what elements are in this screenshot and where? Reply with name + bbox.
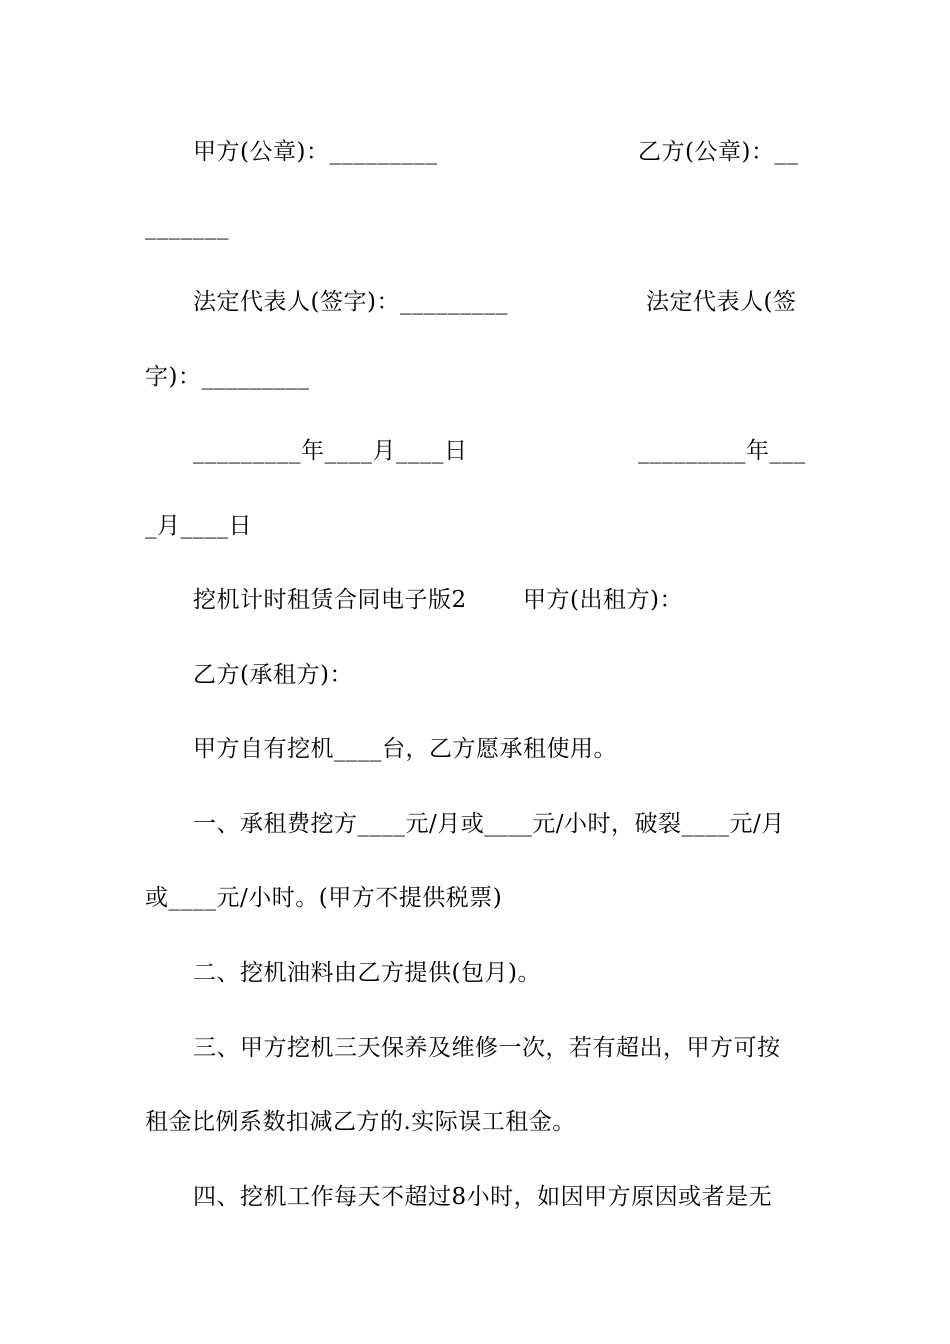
lessor-label: 甲方(出租方)： (523, 587, 683, 613)
party-a-seal: 甲方(公章)：_________ (193, 139, 438, 165)
party-a-seal-line (193, 137, 810, 167)
clause-3-continued: 租金比例系数扣减乙方的.实际误工租金。 (145, 1109, 576, 1135)
date-line (193, 436, 810, 466)
paragraph-intro: 甲方自有挖机____台，乙方愿承租使用。 (193, 736, 617, 762)
date-continued: _月____日 (145, 513, 252, 539)
party-b-seal-continued: _______ (145, 214, 229, 240)
contract-title: 挖机计时租赁合同电子版2 (193, 587, 467, 613)
legal-rep-continued: 字)：_________ (145, 364, 310, 390)
clause-1: 一、承租费挖方____元/月或____元/小时，破裂____元/月 (193, 811, 785, 837)
clause-4: 四、挖机工作每天不超过8小时，如因甲方原因或者是无 (193, 1184, 773, 1210)
lessee-label: 乙方(承租方)： (193, 662, 353, 688)
contract-title-line (193, 585, 810, 615)
clause-2: 二、挖机油料由乙方提供(包月)。 (193, 960, 541, 986)
party-b-date: _________年___ (638, 438, 806, 464)
clause-1-continued: 或____元/小时。(甲方不提供税票) (145, 885, 503, 911)
party-b-seal: 乙方(公章)：__ (638, 139, 799, 165)
party-b-legal-rep: 法定代表人(签 (646, 289, 797, 315)
legal-rep-line (193, 287, 810, 317)
clause-3: 三、甲方挖机三天保养及维修一次，若有超出，甲方可按 (193, 1035, 781, 1061)
party-a-date: _________年____月____日 (193, 438, 468, 464)
party-a-legal-rep: 法定代表人(签字)：_________ (193, 289, 508, 315)
